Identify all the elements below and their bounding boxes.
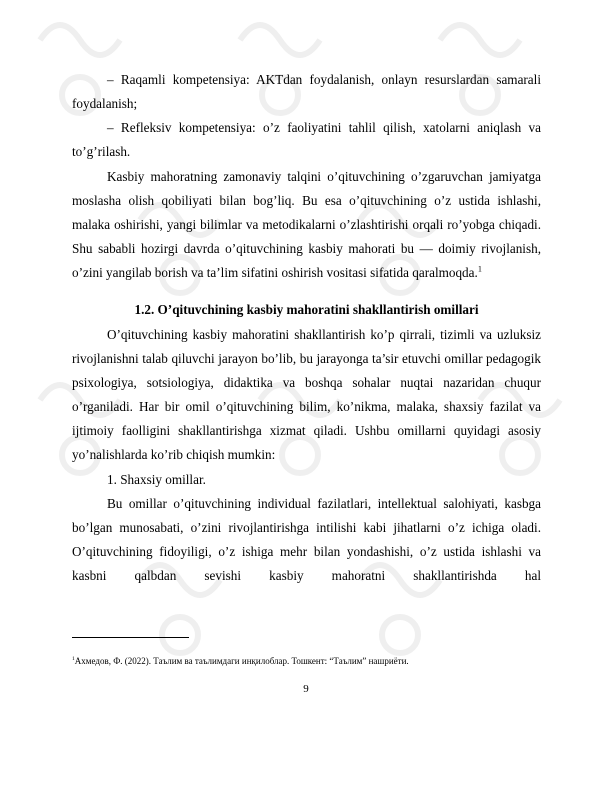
footnote-text: Ахмедов, Ф. (2022). Таълим ва таълимдаги инқилоблар. Тошкент: “Таълим” нашриёти.	[74, 656, 409, 666]
footnote	[72, 655, 541, 667]
section-heading: 1.2. O’qituvchining kasbiy mahoratini shakllantirish omillari	[134, 302, 479, 318]
main-text	[72, 68, 541, 588]
page-number: 9	[303, 683, 309, 695]
paragraph-personal-factors: Bu omillar o’qituvchining individual fazilatlari, intellektual salohiyati, kasbga bo’lgan munosabati, o’zini rivojlantirishga intilishi kabi jihatlarni o’z ichiga oladi. O’qituvchining fidoyiligi, o’z ishiga mehr bilan yondashishi, o’z ustida ishlashi va kasbni qalbdan sevishi kasbiy mahoratni shakllantirishda hal	[72, 495, 541, 584]
paragraph-modern-interpretation	[72, 165, 541, 286]
paragraph-factors-intro: O’qituvchining kasbiy mahoratini shakllantirish ko’p qirrali, tizimli va uzluksiz rivojlanishni talab qiluvchi jarayon bo’lib, bu jarayonga ta’sir etuvchi omillar pedagogik psixologiya, sotsiologiya, didaktika va boshqa sohalar nuqtai nazaridan chuqur o’rganiladi. Har bir omil o’qituvchining bilim, ko’nikma, malaka, shaxsiy fazilat va ijtimoiy faolligini shakllantirishga xizmat qiladi. Ushbu omillarni quyidagi asosiy yo’nalishlarda ko’rib chiqish mumkin:	[72, 326, 541, 463]
paragraph-text: Kasbiy mahoratning zamonaviy talqini o’qituvchining o’zgaruvchan jamiyatga moslasha olish qobiliyati bilan bog’liq. Bu esa o’qituvchining o’z ustida ishlashi, malaka oshirishi, yangi bilimlar va metodikalarni o’zlashtirishi orqali ro’yobga chiqadi. Shu sababli hozirgi davrda o’qituvchining kasbiy mahorati bu — doimiy rivojlanish, o’zini yangilab borish va ta’lim sifatini oshirish vositasi sifatida qaralmoqda.	[72, 168, 541, 281]
footnote-divider	[72, 637, 189, 638]
footnote-number: 1	[72, 656, 75, 662]
paragraph-reflexive-competence: – Refleksiv kompetensiya: o’z faoliyatini tahlil qilish, xatolarni aniqlash va to’g’rilash.	[72, 120, 541, 160]
paragraph-personal-factors-title: 1. Shaxsiy omillar.	[107, 471, 206, 487]
paragraph-digital-competence: – Raqamli kompetensiya: AKTdan foydalanish, onlayn resurslardan samarali foydalanish;	[72, 72, 541, 112]
footnote-reference[interactable]: 1	[477, 264, 482, 274]
